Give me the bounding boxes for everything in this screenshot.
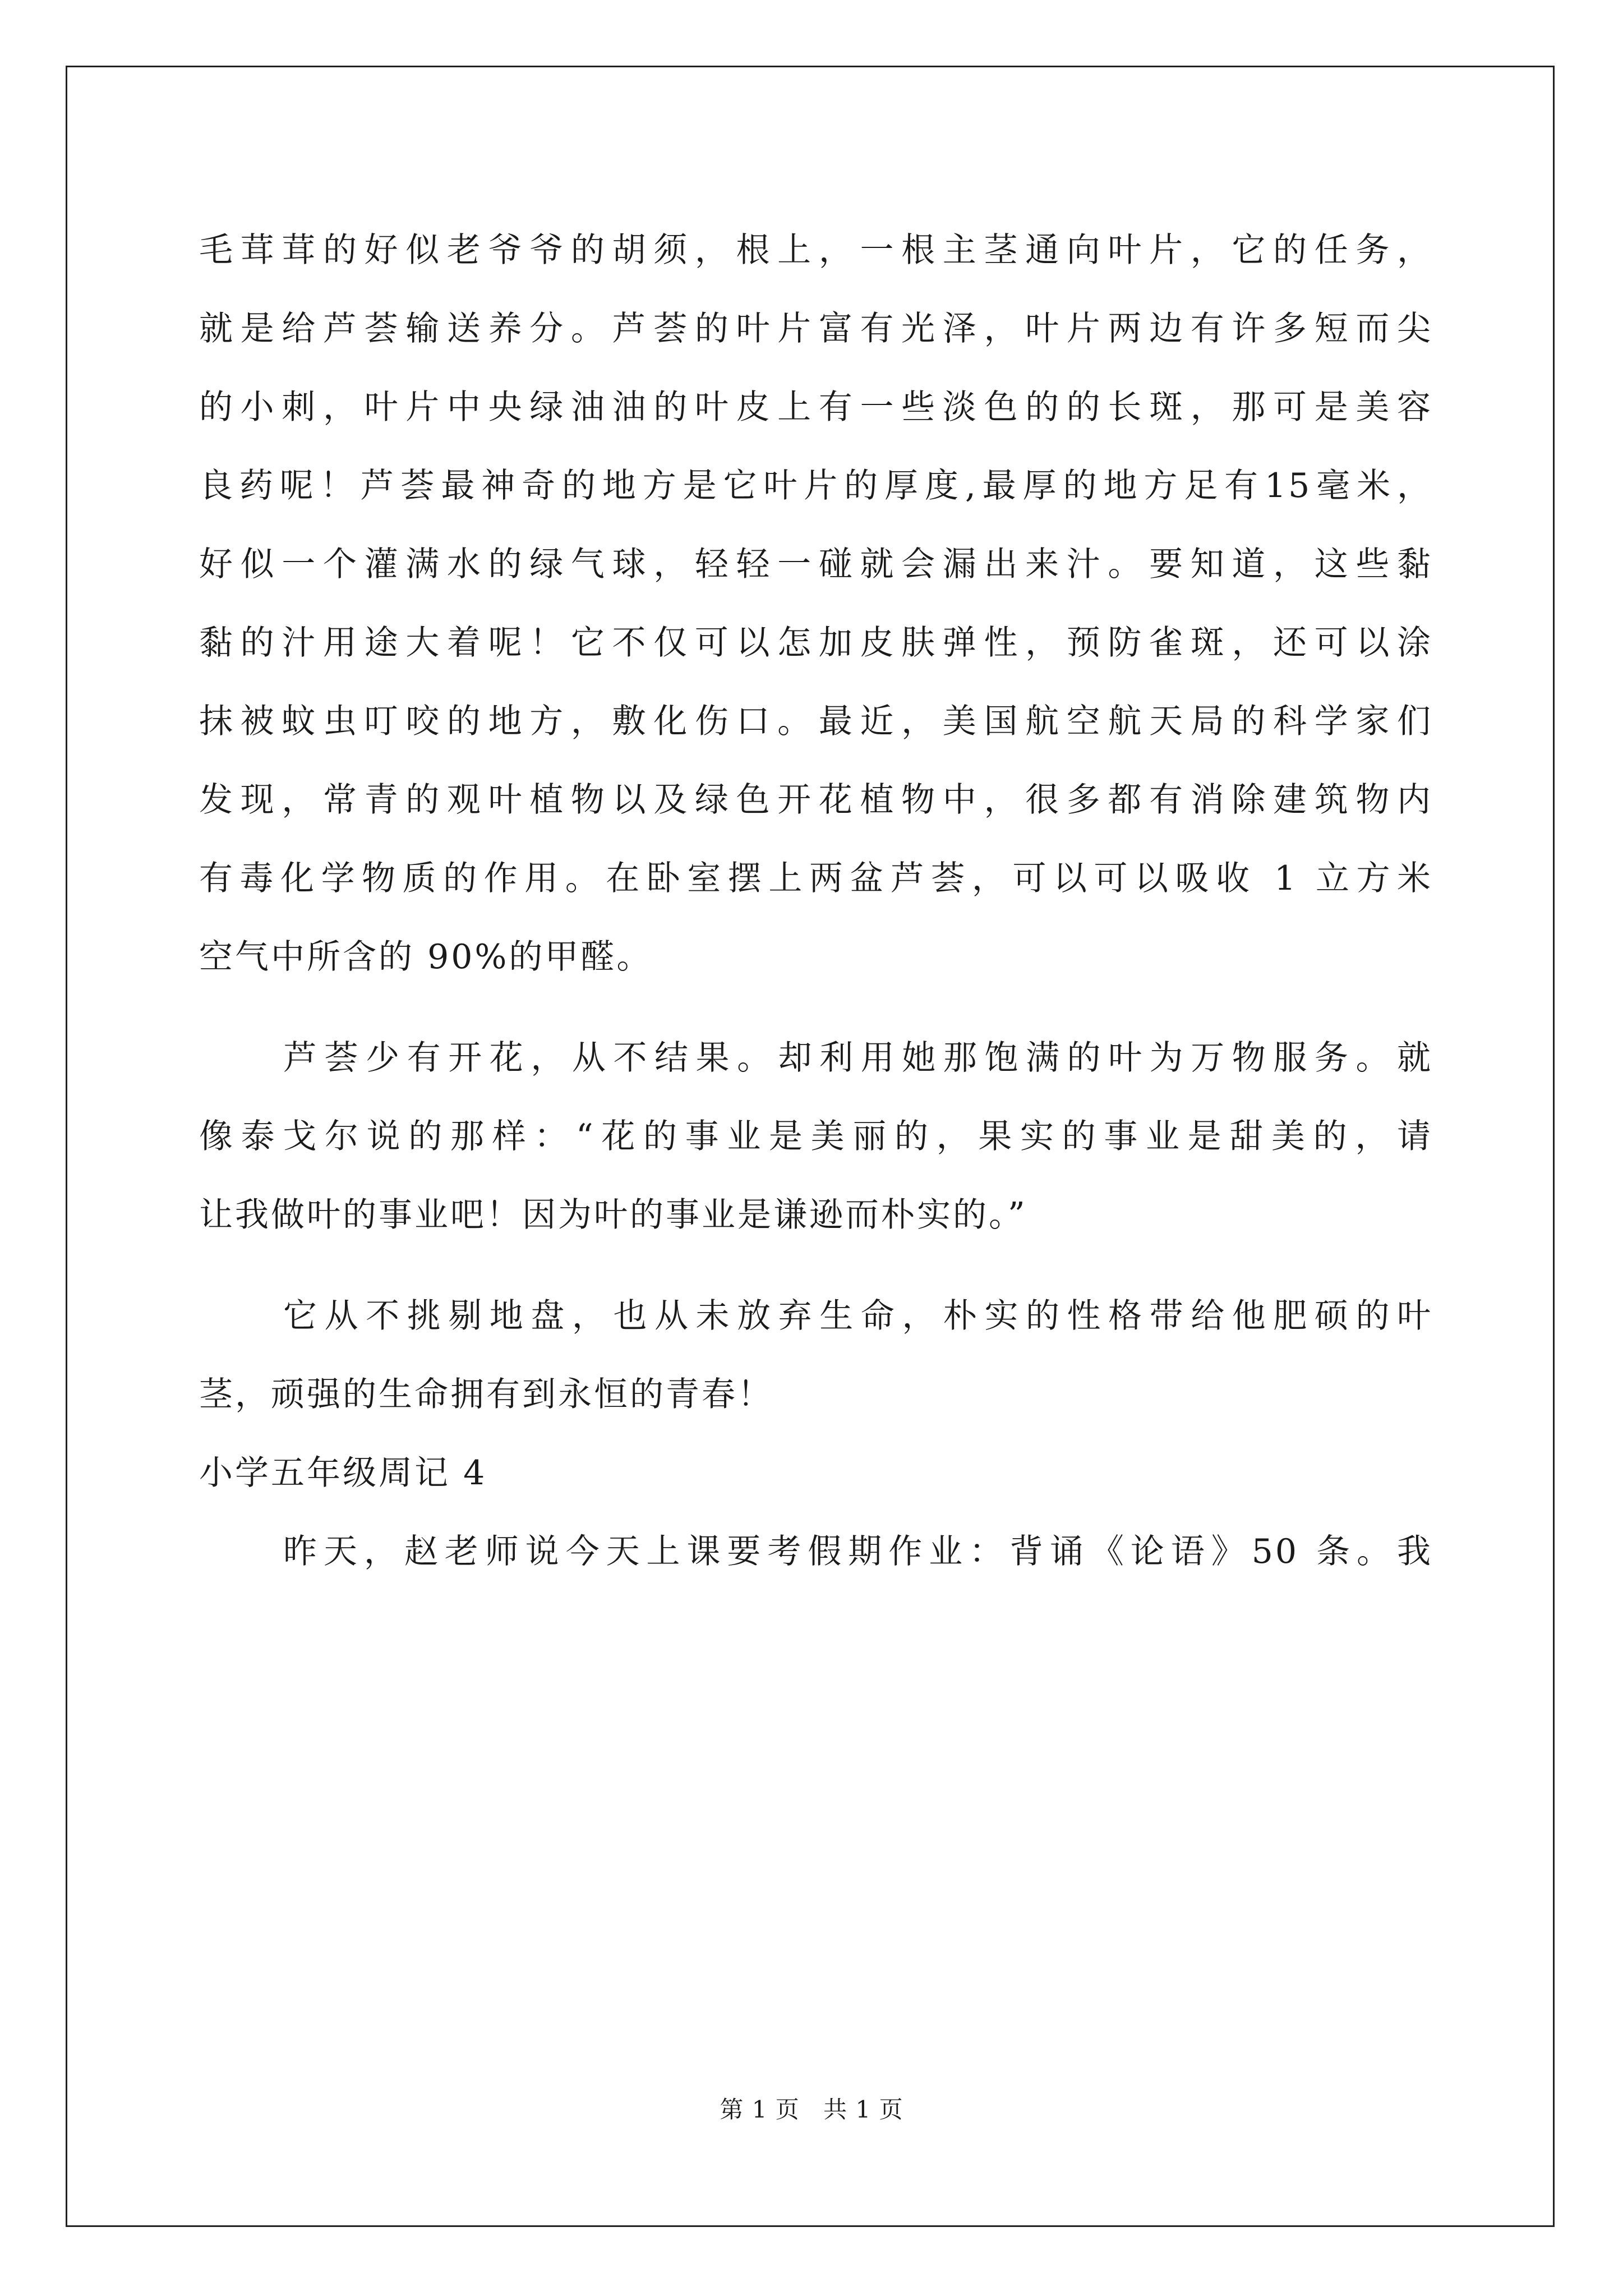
section-heading <box>199 1434 1433 1512</box>
page-footer <box>0 2091 1623 2125</box>
text-line: 空气中所含的 90%的甲醛。 <box>199 937 653 977</box>
text-line: 抹被蚊虫叮咬的地方，敷化伤口。最近，美国航空航天局的科学家们 <box>199 702 1433 741</box>
paragraph-gap <box>199 1254 1433 1277</box>
heading-text: 小学五年级周记 4 <box>199 1453 487 1493</box>
text-line: 发现，常青的观叶植物以及绿色开花植物中，很多都有消除建筑物内 <box>199 780 1433 820</box>
text-line: 好似一个灌满水的绿气球，轻轻一碰就会漏出来汁。要知道，这些黏 <box>199 545 1433 584</box>
text-line: 有毒化学物质的作用。在卧室摆上两盆芦荟，可以可以吸收 1 立方米 <box>199 859 1433 898</box>
text-line: 毛茸茸的好似老爷爷的胡须，根上，一根主茎通向叶片，它的任务， <box>199 231 1433 270</box>
text-line: 的小刺，叶片中央绿油油的叶皮上有一些淡色的的长斑，那可是美容 <box>199 388 1433 427</box>
text-line: 黏的汁用途大着呢！它不仅可以怎加皮肤弹性，预防雀斑，还可以涂 <box>199 623 1433 662</box>
document-body <box>199 211 1433 1591</box>
page-number: 第 1 页 <box>720 2096 800 2123</box>
paragraph-gap <box>199 996 1433 1019</box>
text-line: 让我做叶的事业吧！因为叶的事业是谦逊而朴实的。” <box>199 1195 1027 1235</box>
paragraph-aloe-flowering <box>199 1019 1433 1254</box>
text-line: 它从不挑剔地盘，也从未放弃生命，朴实的性格带给他肥硕的叶 <box>283 1296 1433 1336</box>
paragraph-aloe-description <box>199 211 1433 996</box>
text-line: 就是给芦荟输送养分。芦荟的叶片富有光泽，叶片两边有许多短而尖 <box>199 309 1433 348</box>
text-line: 像泰戈尔说的那样：“花的事业是美丽的，果实的事业是甜美的，请 <box>199 1117 1433 1156</box>
text-line: 茎，顽强的生命拥有到永恒的青春！ <box>199 1375 773 1414</box>
text-line: 昨天，赵老师说今天上课要考假期作业：背诵《论语》50 条。我 <box>283 1532 1433 1571</box>
page-total: 共 1 页 <box>823 2096 903 2123</box>
text-line: 芦荟少有开花，从不结果。却利用她那饱满的叶为万物服务。就 <box>283 1038 1433 1078</box>
paragraph-journal-start <box>199 1512 1433 1591</box>
paragraph-aloe-conclusion <box>199 1277 1433 1434</box>
text-line: 良药呢！芦荟最神奇的地方是它叶片的厚度,最厚的地方足有15毫米， <box>199 466 1433 505</box>
